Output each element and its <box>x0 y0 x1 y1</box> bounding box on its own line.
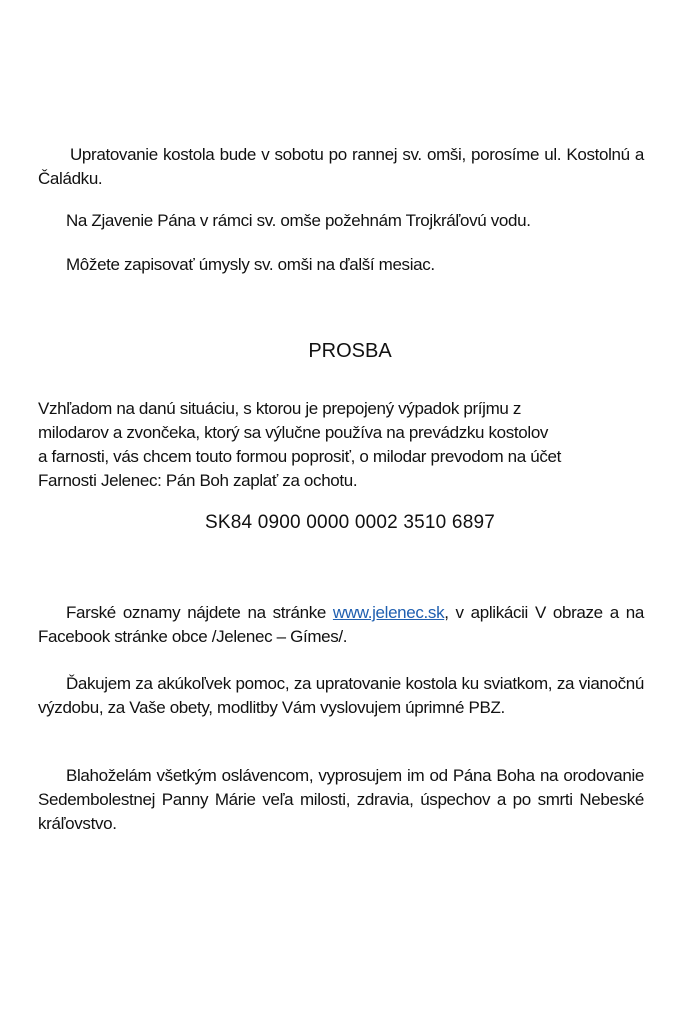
announcements-text-after: , v aplikácii V obraze a na Facebook stránke obce /Jelenec – Gímes/. <box>38 603 644 646</box>
website-link[interactable]: www.jelenec.sk <box>332 603 445 622</box>
announcements-paragraph <box>38 601 644 649</box>
announcements-text-before: Farské oznamy nájdete na stránke <box>66 603 333 622</box>
thanks-paragraph: Ďakujem za akúkoľvek pomoc, za upratovanie kostola ku sviatkom, za vianočnú výzdobu, za Vaše obety, modlitby Vám vyslovujem úprimné PBZ. <box>38 674 644 717</box>
prosba-line: Farnosti Jelenec: Pán Boh zaplať za ochotu. <box>38 471 358 490</box>
iban-account-number: SK84 0900 0000 0002 3510 6897 <box>204 512 495 533</box>
prosba-line: Vzhľadom na danú situáciu, s ktorou je prepojený výpadok príjmu z <box>38 399 522 418</box>
prosba-line: a farnosti, vás chcem touto formou poprosiť, o milodar prevodom na účet <box>38 447 561 466</box>
congratulations-paragraph: Blahoželám všetkým oslávencom, vyprosujem im od Pána Boha na orodovanie Sedembolestnej Panny Márie veľa milosti, zdravia, úspechov a po smrti Nebeské kráľovstvo. <box>38 766 644 833</box>
prosba-heading: PROSBA <box>308 340 392 362</box>
cleaning-notice: Upratovanie kostola bude v sobotu po rannej sv. omši, porosíme ul. Kostolnú a Čaládku. <box>38 145 644 188</box>
prosba-line: milodarov a zvončeka, ktorý sa výlučne používa na prevádzku kostolov <box>38 423 549 442</box>
mass-intentions-notice: Môžete zapisovať úmysly sv. omši na ďalší mesiac. <box>66 255 435 274</box>
epiphany-notice: Na Zjavenie Pána v rámci sv. omše požehnám Trojkráľovú vodu. <box>66 211 531 230</box>
prosba-paragraph <box>38 397 644 493</box>
